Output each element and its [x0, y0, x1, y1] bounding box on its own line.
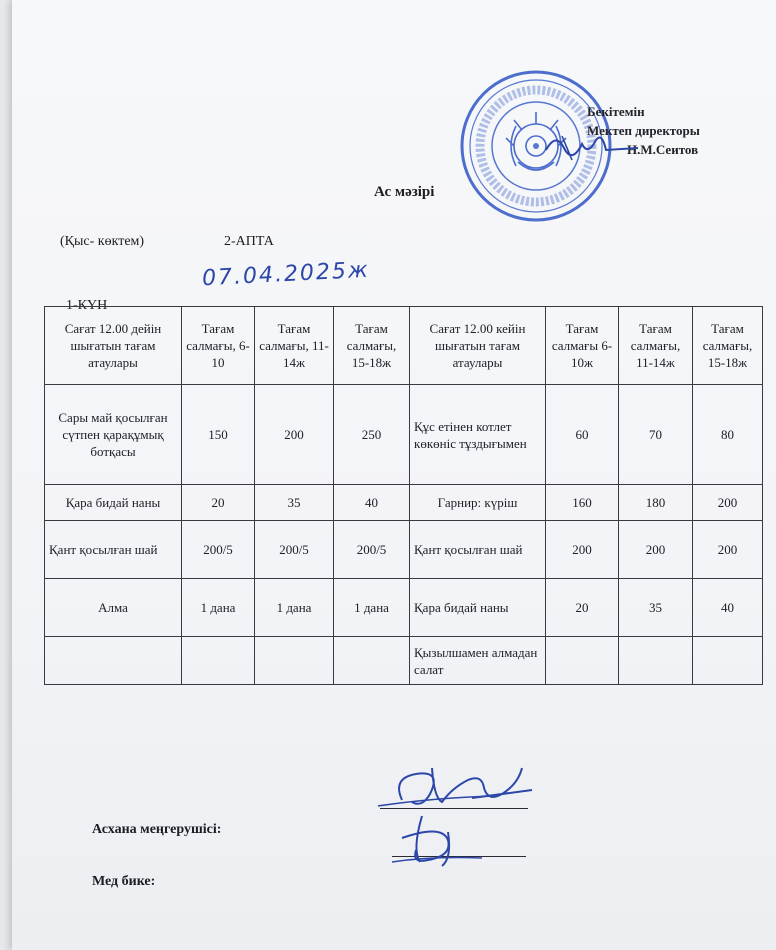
table-cell: 160: [546, 485, 619, 521]
table-cell: 250: [334, 385, 410, 485]
table-header-cell: Тағам салмағы 6-10ж: [546, 307, 619, 385]
table-cell: 80: [693, 385, 763, 485]
table-header-cell: Тағам салмағы, 6-10: [182, 307, 255, 385]
table-header-cell: Тағам салмағы, 15-18ж: [334, 307, 410, 385]
table-cell: 20: [546, 579, 619, 637]
approval-line-2: Мектеп директоры: [587, 123, 700, 138]
director-name: Н.М.Сеитов: [627, 142, 699, 157]
table-cell: 40: [693, 579, 763, 637]
table-cell: Қант қосылған шай: [410, 521, 546, 579]
table-header-cell: Сағат 12.00 дейін шығатын тағам атаулары: [45, 307, 182, 385]
table-row: [45, 521, 763, 579]
table-cell: [334, 637, 410, 685]
menu-table: [44, 306, 763, 685]
page-title: Ас мәзірі: [374, 184, 435, 200]
table-cell: Қара бидай наны: [45, 485, 182, 521]
table-cell: 40: [334, 485, 410, 521]
table-cell: Сары май қосылған сүтпен қарақұмық ботқасы: [45, 385, 182, 485]
table-cell: 180: [619, 485, 693, 521]
director-signature-icon: [542, 126, 642, 166]
table-cell: 70: [619, 385, 693, 485]
table-header-cell: Сағат 12.00 кейін шығатын тағам атаулары: [410, 307, 546, 385]
table-cell: 200/5: [334, 521, 410, 579]
table-row: [45, 637, 763, 685]
table-cell: 60: [546, 385, 619, 485]
table-header-cell: Тағам салмағы, 11-14ж: [255, 307, 334, 385]
table-header-cell: Тағам салмағы, 11-14ж: [619, 307, 693, 385]
table-cell: 200: [693, 521, 763, 579]
table-cell: Қара бидай наны: [410, 579, 546, 637]
table-cell: [619, 637, 693, 685]
table-cell: Алма: [45, 579, 182, 637]
table-cell: 200/5: [182, 521, 255, 579]
table-cell: 200: [546, 521, 619, 579]
table-cell: 200/5: [255, 521, 334, 579]
table-cell: 1 дана: [334, 579, 410, 637]
table-row: [45, 579, 763, 637]
table-cell: Қант қосылған шай: [45, 521, 182, 579]
table-cell: [45, 637, 182, 685]
canteen-head-label: Асхана меңгерушісі:: [92, 822, 222, 837]
table-cell: [182, 637, 255, 685]
table-cell: Қызылшамен алмадан салат: [410, 637, 546, 685]
table-cell: [693, 637, 763, 685]
table-row: [45, 385, 763, 485]
table-cell: [546, 637, 619, 685]
nurse-signature-icon: [382, 810, 502, 870]
table-row: [45, 485, 763, 521]
season-label: (Қыс- көктем): [60, 234, 145, 249]
table-header-row: [45, 307, 763, 385]
document-page: [12, 0, 776, 950]
handwritten-date: 07.04.2025ж: [201, 257, 371, 292]
approval-line-1: Бекітемін: [587, 104, 645, 119]
table-cell: Құс етінен котлет көкөніс тұздығымен: [410, 385, 546, 485]
table-cell: 200: [255, 385, 334, 485]
table-cell: 200: [693, 485, 763, 521]
day-label: 1-КҮН: [66, 298, 108, 313]
table-cell: 150: [182, 385, 255, 485]
table-cell: Гарнир: күріш: [410, 485, 546, 521]
table-cell: 1 дана: [255, 579, 334, 637]
table-cell: 35: [619, 579, 693, 637]
table-cell: 200: [619, 521, 693, 579]
table-cell: 35: [255, 485, 334, 521]
nurse-label: Мед бике:: [92, 874, 156, 889]
canteen-head-signature-icon: [372, 758, 542, 818]
table-cell: [255, 637, 334, 685]
table-cell: 1 дана: [182, 579, 255, 637]
table-cell: 20: [182, 485, 255, 521]
table-header-cell: Тағам салмағы, 15-18ж: [693, 307, 763, 385]
week-label: 2-АПТА: [224, 234, 274, 249]
